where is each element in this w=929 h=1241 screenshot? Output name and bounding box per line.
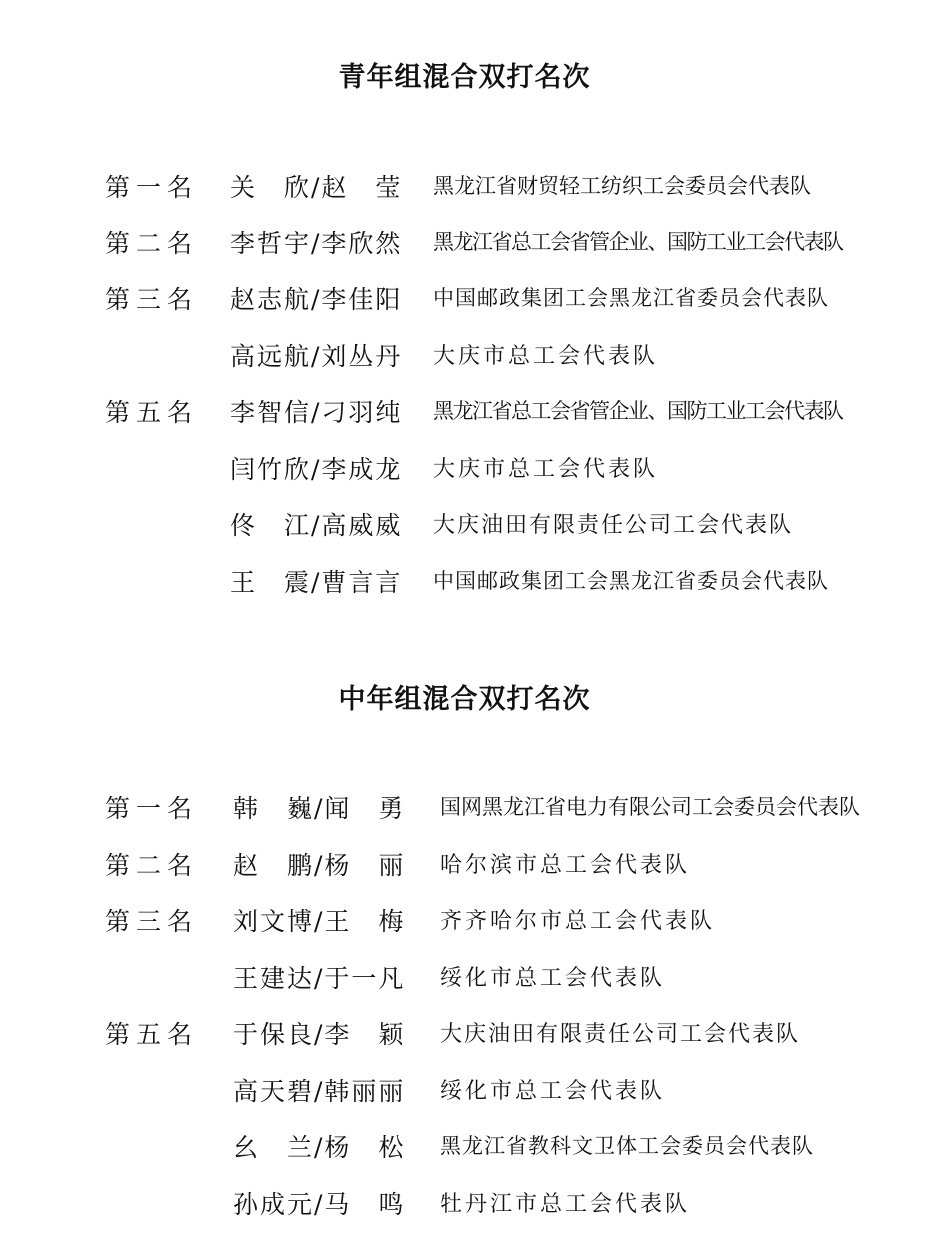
ranking-row — [0, 563, 929, 603]
ranking-row — [0, 959, 929, 999]
ranking-row — [0, 450, 929, 490]
player-pair: 刘文博/王 梅 — [233, 907, 406, 936]
player-pair: 关 欣/赵 莹 — [230, 173, 403, 202]
player-pair: 闫竹欣/李成龙 — [230, 455, 403, 484]
team-name: 中国邮政集团工会黑龙江省委员会代表队 — [433, 569, 829, 593]
ranking-row — [0, 1072, 929, 1112]
player-pair: 王建达/于一凡 — [233, 964, 406, 993]
team-name: 哈尔滨市总工会代表队 — [440, 853, 691, 878]
ranking-row — [0, 224, 929, 264]
rank-label: 第三名 — [105, 285, 199, 314]
player-pair: 王 震/曹言言 — [230, 568, 403, 597]
ranking-row — [0, 168, 929, 208]
team-name: 绥化市总工会代表队 — [440, 1079, 666, 1104]
team-name: 中国邮政集团工会黑龙江省委员会代表队 — [433, 286, 829, 310]
player-pair: 于保良/李 颖 — [233, 1020, 406, 1049]
player-pair: 李智信/刁羽纯 — [230, 398, 403, 427]
rank-label: 第二名 — [105, 229, 199, 258]
ranking-row — [0, 902, 929, 942]
team-name: 齐齐哈尔市总工会代表队 — [440, 909, 716, 934]
ranking-row — [0, 1015, 929, 1055]
rank-label: 第一名 — [105, 173, 199, 202]
section-title: 青年组混合双打名次 — [338, 62, 591, 93]
team-name: 大庆油田有限责任公司工会代表队 — [433, 513, 794, 538]
player-pair: 高天碧/韩丽丽 — [233, 1077, 406, 1106]
ranking-row — [0, 846, 929, 886]
ranking-row — [0, 789, 929, 829]
team-name: 国网黑龙江省电力有限公司工会委员会代表队 — [440, 795, 860, 819]
team-name: 黑龙江省教科文卫体工会委员会代表队 — [440, 1134, 814, 1158]
section-title: 中年组混合双打名次 — [338, 684, 591, 715]
player-pair: 幺 兰/杨 松 — [233, 1133, 406, 1162]
player-pair: 赵志航/李佳阳 — [230, 285, 403, 314]
team-name: 黑龙江省财贸轻工纺织工会委员会代表队 — [433, 174, 811, 198]
rank-label: 第一名 — [105, 794, 199, 823]
ranking-row — [0, 337, 929, 377]
ranking-row — [0, 1185, 929, 1225]
team-name: 大庆市总工会代表队 — [433, 457, 659, 482]
team-name: 黑龙江省总工会省管企业、国防工业工会代表队 — [433, 230, 843, 254]
team-name: 牡丹江市总工会代表队 — [440, 1192, 691, 1217]
player-pair: 赵 鹏/杨 丽 — [233, 851, 406, 880]
rank-label: 第二名 — [105, 851, 199, 880]
player-pair: 孙成元/马 鸣 — [233, 1190, 406, 1219]
player-pair: 高远航/刘丛丹 — [230, 342, 403, 371]
rank-label: 第五名 — [105, 398, 199, 427]
team-name: 黑龙江省总工会省管企业、国防工业工会代表队 — [433, 399, 843, 423]
team-name: 绥化市总工会代表队 — [440, 966, 666, 991]
player-pair: 佟 江/高威威 — [230, 511, 403, 540]
team-name: 大庆油田有限责任公司工会代表队 — [440, 1022, 801, 1047]
team-name: 大庆市总工会代表队 — [433, 344, 659, 369]
ranking-row — [0, 280, 929, 320]
player-pair: 韩 巍/闻 勇 — [233, 794, 406, 823]
rank-label: 第五名 — [105, 1020, 199, 1049]
rank-label: 第三名 — [105, 907, 199, 936]
ranking-row — [0, 506, 929, 546]
ranking-row — [0, 1128, 929, 1168]
player-pair: 李哲宇/李欣然 — [230, 229, 403, 258]
ranking-row — [0, 393, 929, 433]
